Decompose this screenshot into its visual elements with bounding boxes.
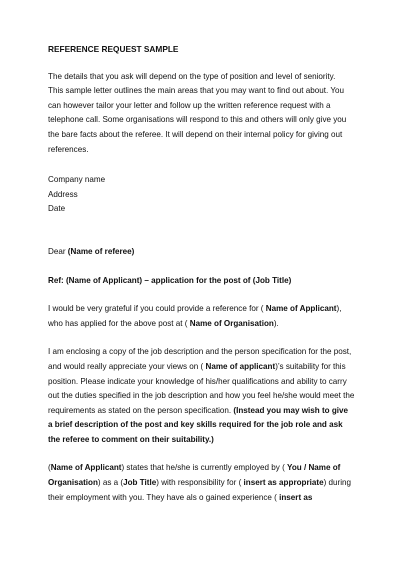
- company-name: Company name: [48, 175, 106, 185]
- salutation: [48, 245, 366, 260]
- instruction-note: a brief description of the post and key skills required for the job role and ask: [48, 420, 343, 430]
- text-run: ) during: [323, 478, 352, 488]
- experience-placeholder: insert as: [279, 492, 313, 502]
- enclosure-line: [48, 360, 366, 375]
- employment-line-1: [48, 461, 366, 476]
- instruction-note: the referee to comment on their suitability.): [48, 434, 214, 444]
- text-run: ) states that he/she is currently employed by (: [121, 463, 288, 473]
- enclosure-line: [48, 404, 366, 419]
- referee-name-placeholder: (Name of referee): [67, 246, 135, 256]
- intro-paragraph: [48, 70, 366, 158]
- responsibility-placeholder: insert as appropriate: [243, 478, 324, 488]
- intro-line: can however tailor your letter and follow up the written reference request with a: [48, 100, 331, 110]
- text-run: ) as a (: [97, 478, 124, 488]
- intro-line: telephone call. Some organisations will respond to this and others will only give you: [48, 115, 347, 125]
- text-run: ) with responsibility for (: [156, 478, 244, 488]
- intro-line: This sample letter outlines the main areas that you may want to find out about. You: [48, 86, 345, 96]
- text-run: ).: [273, 318, 279, 328]
- employer-placeholder: You / Name of: [287, 463, 341, 473]
- employment-paragraph: [48, 461, 366, 505]
- instruction-note: (Instead you may wish to give: [233, 405, 349, 415]
- applicant-name-placeholder: Name of Applicant: [50, 463, 122, 473]
- text-run: I would be very grateful if you could provide a reference for (: [48, 304, 266, 314]
- text-run: )’s suitability for this: [275, 361, 346, 371]
- reference-line: Ref: (Name of Applicant) – application for the post of (Job Title): [48, 275, 292, 285]
- salutation-prefix: Dear: [48, 246, 68, 256]
- letter-content: [48, 42, 366, 505]
- request-line-1: [48, 302, 366, 317]
- text-run: ),: [336, 304, 342, 314]
- intro-line: the bare facts about the referee. It will depend on their internal policy for giving out: [48, 129, 343, 139]
- enclosure-line: out the duties specified in the job description and how you feel he/she would meet the: [48, 391, 355, 401]
- text-run: who has applied for the above post at (: [48, 318, 190, 328]
- enclosure-line: I am enclosing a copy of the job description and the person specification for the post,: [48, 347, 352, 357]
- employment-line-2: [48, 476, 366, 491]
- request-paragraph: [48, 302, 366, 331]
- address: Address: [48, 189, 78, 199]
- employer-placeholder: Organisation: [48, 478, 98, 488]
- organisation-name-placeholder: Name of Organisation: [189, 318, 274, 328]
- enclosure-paragraph: [48, 345, 366, 447]
- enclosure-line: position. Please indicate your knowledge of his/her qualifications and ability to carry: [48, 376, 347, 386]
- document-title: REFERENCE REQUEST SAMPLE: [48, 44, 179, 54]
- applicant-name-placeholder: Name of applicant: [205, 361, 276, 371]
- date: Date: [48, 204, 66, 214]
- job-title-placeholder: Job Title: [123, 478, 157, 488]
- applicant-name-placeholder: Name of Applicant: [265, 304, 337, 314]
- request-line-2: [48, 317, 366, 332]
- address-block: [48, 173, 366, 217]
- intro-line: The details that you ask will depend on the type of position and level of seniority.: [48, 71, 336, 81]
- employment-line-3: [48, 491, 366, 506]
- intro-line: references.: [48, 144, 89, 154]
- text-run: (: [48, 463, 51, 473]
- text-run: requirements as stated on the person specification.: [48, 405, 234, 415]
- text-run: their employment with you. They have als o gained experience (: [48, 492, 280, 502]
- text-run: and would really appreciate your views on (: [48, 361, 206, 371]
